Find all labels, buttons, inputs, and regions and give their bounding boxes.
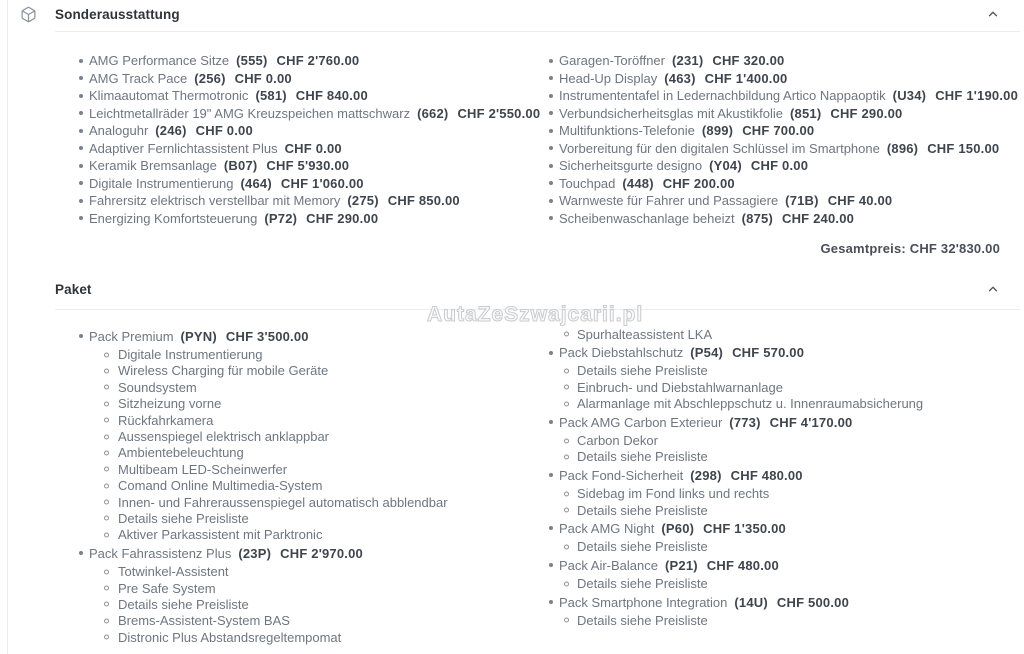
option-code: (448) xyxy=(622,175,654,191)
option-name: Energizing Komfortsteuerung xyxy=(89,210,258,226)
package-detail-item xyxy=(470,432,1024,448)
option-name: Head-Up Display xyxy=(559,70,658,86)
option-name: Rückfahrkamera xyxy=(118,412,214,428)
circle-bullet-icon xyxy=(104,602,109,607)
package-icon xyxy=(20,6,37,23)
option-item xyxy=(0,157,470,175)
circle-bullet-icon xyxy=(104,467,109,472)
option-name: Keramik Bremsanlage xyxy=(89,158,217,174)
option-price: CHF 840.00 xyxy=(295,88,368,104)
option-code: (23P) xyxy=(238,545,272,561)
option-name: AMG Performance Sitze xyxy=(89,53,230,69)
option-name: Details siehe Preisliste xyxy=(577,449,708,465)
chevron-up-icon[interactable] xyxy=(986,7,1000,21)
option-name: Pre Safe System xyxy=(118,580,216,596)
circle-bullet-icon xyxy=(564,508,569,513)
option-name: Leichtmetallräder 19" AMG Kreuzspeichen mattschwarz xyxy=(89,105,411,121)
circle-bullet-icon xyxy=(104,516,109,521)
option-item xyxy=(470,344,1024,360)
option-price: CHF 3'500.00 xyxy=(225,328,309,344)
bullet-icon xyxy=(549,526,553,530)
options-column-right xyxy=(470,52,1024,227)
option-item xyxy=(470,210,1024,228)
circle-bullet-icon xyxy=(564,385,569,390)
option-item xyxy=(470,175,1024,193)
bullet-icon xyxy=(79,146,83,150)
bullet-icon xyxy=(79,94,83,98)
package-detail-item xyxy=(470,486,1024,502)
section-header xyxy=(0,273,1024,305)
circle-bullet-icon xyxy=(104,418,109,423)
package-detail-item xyxy=(0,461,470,477)
package-detail-item xyxy=(470,326,1024,342)
option-price: CHF 5'930.00 xyxy=(266,158,350,174)
header-divider xyxy=(55,31,1020,32)
option-item xyxy=(0,192,470,210)
option-name: Pack Diebstahlschutz xyxy=(559,345,684,361)
option-name: Sicherheitsgurte designo xyxy=(559,158,703,174)
option-name: Instrumententafel in Ledernachbildung Artico Nappaoptik xyxy=(559,88,886,104)
circle-bullet-icon xyxy=(564,454,569,459)
option-name: Klimaautomat Thermotronic xyxy=(89,88,249,104)
option-name: Scheibenwaschanlage beheizt xyxy=(559,210,735,226)
package-detail-item xyxy=(0,445,470,461)
package-detail-item xyxy=(0,379,470,395)
bullet-icon xyxy=(79,216,83,220)
option-price: CHF 480.00 xyxy=(706,557,779,573)
packages-columns xyxy=(0,326,1024,646)
chevron-up-icon[interactable] xyxy=(986,282,1000,296)
option-price: CHF 1'400.00 xyxy=(704,70,788,86)
package-detail-item xyxy=(0,563,470,579)
option-code: (875) xyxy=(741,210,773,226)
option-code: (896) xyxy=(886,140,919,156)
option-name: Pack Air-Balance xyxy=(559,557,658,573)
option-price: CHF 0.00 xyxy=(195,123,253,139)
option-name: Pack AMG Carbon Exterieur xyxy=(559,414,723,430)
option-code: (256) xyxy=(194,70,226,86)
option-name: Pack Fahrassistenz Plus xyxy=(89,545,232,561)
circle-bullet-icon xyxy=(104,368,109,373)
package-detail-item xyxy=(470,396,1024,412)
circle-bullet-icon xyxy=(104,532,109,537)
circle-bullet-icon xyxy=(104,352,109,357)
option-price: CHF 290.00 xyxy=(830,105,903,121)
package-detail-item xyxy=(0,363,470,379)
option-code: (463) xyxy=(664,70,696,86)
packages-column-right xyxy=(470,326,1024,629)
option-name: Spurhalteassistent LKA xyxy=(577,326,713,342)
circle-bullet-icon xyxy=(104,586,109,591)
bullet-icon xyxy=(79,129,83,133)
package-detail-item xyxy=(0,494,470,510)
package-detail-item xyxy=(0,613,470,629)
bullet-icon xyxy=(79,164,83,168)
bullet-icon xyxy=(79,59,83,63)
option-name: Pack Premium xyxy=(89,328,174,344)
option-code: (298) xyxy=(690,467,722,483)
package-detail-item xyxy=(0,580,470,596)
section-sonderausstattung xyxy=(0,0,1024,256)
option-name: Details siehe Preisliste xyxy=(118,596,249,612)
packages-column-left xyxy=(0,326,470,645)
option-name: Warnweste für Fahrer und Passagiere xyxy=(559,193,779,209)
option-code: (71B) xyxy=(785,193,819,209)
option-code: (464) xyxy=(240,175,272,191)
option-name: Ambientebeleuchtung xyxy=(118,445,244,461)
option-name: Pack Fond-Sicherheit xyxy=(559,467,684,483)
package-detail-item xyxy=(0,428,470,444)
options-columns xyxy=(0,52,1024,234)
option-item xyxy=(470,87,1024,105)
option-price: CHF 850.00 xyxy=(387,193,460,209)
package-detail-item xyxy=(470,575,1024,591)
circle-bullet-icon xyxy=(564,368,569,373)
option-price: CHF 200.00 xyxy=(662,175,735,191)
option-price: CHF 0.00 xyxy=(284,140,342,156)
option-name: Touchpad xyxy=(559,175,616,191)
option-item xyxy=(0,87,470,105)
package-detail-item xyxy=(470,502,1024,518)
option-code: (231) xyxy=(672,53,704,69)
option-item xyxy=(470,157,1024,175)
option-item xyxy=(470,192,1024,210)
option-item xyxy=(470,52,1024,70)
option-price: CHF 0.00 xyxy=(750,158,809,174)
bullet-icon xyxy=(549,59,553,63)
option-name: Totwinkel-Assistent xyxy=(118,564,229,580)
circle-bullet-icon xyxy=(104,500,109,505)
package-detail-item xyxy=(0,596,470,612)
package-detail-item xyxy=(0,412,470,428)
option-code: (P54) xyxy=(690,345,724,361)
option-code: (P21) xyxy=(665,557,698,573)
option-item xyxy=(0,175,470,193)
watermark: AutaZeSzwajcarii.pl xyxy=(427,303,644,326)
option-price: CHF 150.00 xyxy=(927,140,1000,156)
option-item xyxy=(470,105,1024,123)
option-name: Details siehe Preisliste xyxy=(577,363,708,379)
bullet-icon xyxy=(79,181,83,185)
option-item xyxy=(470,467,1024,483)
circle-bullet-icon xyxy=(564,581,569,586)
option-code: (555) xyxy=(236,53,268,69)
option-item xyxy=(470,557,1024,573)
bullet-icon xyxy=(549,216,553,220)
option-name: Aussenspiegel elektrisch anklappbar xyxy=(118,429,330,445)
option-code: (PYN) xyxy=(180,328,217,344)
bullet-icon xyxy=(549,199,553,203)
option-price: CHF 480.00 xyxy=(730,467,803,483)
bullet-icon xyxy=(549,76,553,80)
option-name: Distronic Plus Abstandsregeltempomat xyxy=(118,629,342,645)
option-price: CHF 2'970.00 xyxy=(280,545,363,561)
option-name: Fahrersitz elektrisch verstellbar mit Memory xyxy=(89,193,341,209)
circle-bullet-icon xyxy=(564,438,569,443)
option-name: Details siehe Preisliste xyxy=(577,576,708,592)
bullet-icon xyxy=(549,351,553,355)
package-detail-item xyxy=(0,346,470,362)
option-name: Aktiver Parkassistent mit Parktronic xyxy=(118,527,323,543)
option-item xyxy=(0,70,470,88)
option-name: Details siehe Preisliste xyxy=(577,539,708,555)
option-name: Carbon Dekor xyxy=(577,433,658,449)
circle-bullet-icon xyxy=(104,635,109,640)
package-detail-item xyxy=(470,612,1024,628)
option-item xyxy=(0,105,541,123)
option-item xyxy=(0,328,470,344)
option-item xyxy=(470,70,1024,88)
circle-bullet-icon xyxy=(104,401,109,406)
bullet-icon xyxy=(549,94,553,98)
bullet-icon xyxy=(79,199,83,203)
bullet-icon xyxy=(79,551,83,555)
options-column-left xyxy=(0,52,541,227)
option-name: Wireless Charging für mobile Geräte xyxy=(118,363,329,379)
option-price: CHF 570.00 xyxy=(732,345,805,361)
circle-bullet-icon xyxy=(564,401,569,406)
bullet-icon xyxy=(549,473,553,477)
option-name: Details siehe Preisliste xyxy=(577,612,708,628)
option-item xyxy=(470,140,1024,158)
bullet-icon xyxy=(549,420,553,424)
package-detail-item xyxy=(470,449,1024,465)
circle-bullet-icon xyxy=(104,569,109,574)
option-name: Analoguhr xyxy=(89,123,149,139)
option-code: (773) xyxy=(729,414,761,430)
option-name: Innen- und Fahreraussenspiegel automatisch abblendbar xyxy=(118,494,448,510)
option-name: Comand Online Multimedia-System xyxy=(118,478,323,494)
option-name: Verbundsicherheitsglas mit Akustikfolie xyxy=(559,105,784,121)
package-detail-item xyxy=(0,527,470,543)
option-item xyxy=(470,414,1024,430)
section-title: Sonderausstattung xyxy=(55,6,180,22)
bullet-icon xyxy=(79,111,83,115)
option-code: (P60) xyxy=(661,520,695,536)
option-code: (899) xyxy=(701,123,734,139)
circle-bullet-icon xyxy=(564,618,569,623)
circle-bullet-icon xyxy=(564,491,569,496)
bullet-icon xyxy=(549,600,553,604)
option-name: Pack Smartphone Integration xyxy=(559,594,728,610)
package-detail-item xyxy=(0,478,470,494)
circle-bullet-icon xyxy=(104,618,109,623)
package-detail-item xyxy=(0,510,470,526)
option-code: (275) xyxy=(347,193,379,209)
option-name: Soundsystem xyxy=(118,379,197,395)
section-header xyxy=(0,0,1024,28)
option-price: CHF 1'060.00 xyxy=(280,175,364,191)
option-name: Sitzheizung vorne xyxy=(118,396,222,412)
total-price: Gesamtpreis: CHF 32'830.00 xyxy=(820,241,1000,256)
option-price: CHF 4'170.00 xyxy=(769,414,853,430)
circle-bullet-icon xyxy=(104,434,109,439)
bullet-icon xyxy=(549,164,553,168)
option-name: Vorbereitung für den digitalen Schlüssel im Smartphone xyxy=(559,140,880,156)
package-detail-item xyxy=(470,539,1024,555)
option-name: Sidebag im Fond links und rechts xyxy=(577,486,770,502)
section-paket xyxy=(0,273,1024,646)
circle-bullet-icon xyxy=(104,385,109,390)
bullet-icon xyxy=(79,76,83,80)
option-name: Alarmanlage mit Abschleppschutz u. Innenraumabsicherung xyxy=(577,396,924,412)
option-name: Brems-Assistent-System BAS xyxy=(118,613,290,629)
option-item xyxy=(0,140,470,158)
bullet-icon xyxy=(549,111,553,115)
option-name: Garagen-Toröffner xyxy=(559,53,665,69)
option-price: CHF 40.00 xyxy=(827,193,893,209)
bullet-icon xyxy=(549,563,553,567)
option-name: Details siehe Preisliste xyxy=(577,502,708,518)
package-detail-item xyxy=(470,363,1024,379)
option-code: (581) xyxy=(255,88,287,104)
option-item xyxy=(0,210,470,228)
option-item xyxy=(0,545,470,561)
circle-bullet-icon xyxy=(564,332,569,337)
option-name: Multifunktions-Telefonie xyxy=(559,123,695,139)
option-item xyxy=(470,520,1024,536)
option-name: Details siehe Preisliste xyxy=(118,510,249,526)
option-name: Einbruch- und Diebstahlwarnanlage xyxy=(577,379,783,395)
option-name: Adaptiver Fernlichtassistent Plus xyxy=(89,140,278,156)
bullet-icon xyxy=(79,334,83,338)
option-code: (Y04) xyxy=(709,158,742,174)
option-code: (851) xyxy=(790,105,822,121)
option-code: (P72) xyxy=(264,210,298,226)
option-price: CHF 0.00 xyxy=(234,70,292,86)
bullet-icon xyxy=(549,129,553,133)
option-item xyxy=(470,122,1024,140)
option-code: (B07) xyxy=(223,158,258,174)
option-name: Digitale Instrumentierung xyxy=(89,175,234,191)
option-price: CHF 2'760.00 xyxy=(276,53,360,69)
option-price: CHF 1'190.00 xyxy=(935,88,1018,104)
option-code: (246) xyxy=(155,123,187,139)
option-item xyxy=(470,594,1024,610)
option-name: AMG Track Pace xyxy=(89,70,188,86)
circle-bullet-icon xyxy=(564,544,569,549)
option-price: CHF 2'550.00 xyxy=(457,105,541,121)
package-detail-item xyxy=(0,396,470,412)
option-price: CHF 290.00 xyxy=(306,210,379,226)
option-item xyxy=(0,122,470,140)
bullet-icon xyxy=(549,181,553,185)
option-price: CHF 320.00 xyxy=(712,53,785,69)
option-code: (14U) xyxy=(734,594,768,610)
option-name: Digitale Instrumentierung xyxy=(118,347,263,363)
option-name: Pack AMG Night xyxy=(559,520,655,536)
section-title: Paket xyxy=(55,281,92,297)
option-price: CHF 240.00 xyxy=(782,210,855,226)
bullet-icon xyxy=(549,146,553,150)
option-code: (U34) xyxy=(892,88,927,104)
option-code: (662) xyxy=(417,105,449,121)
option-item xyxy=(0,52,470,70)
option-price: CHF 1'350.00 xyxy=(703,520,786,536)
package-detail-item xyxy=(0,629,470,645)
package-detail-item xyxy=(470,379,1024,395)
circle-bullet-icon xyxy=(104,450,109,455)
option-price: CHF 700.00 xyxy=(742,123,815,139)
option-name: Multibeam LED-Scheinwerfer xyxy=(118,461,288,477)
circle-bullet-icon xyxy=(104,483,109,488)
option-price: CHF 500.00 xyxy=(776,594,849,610)
